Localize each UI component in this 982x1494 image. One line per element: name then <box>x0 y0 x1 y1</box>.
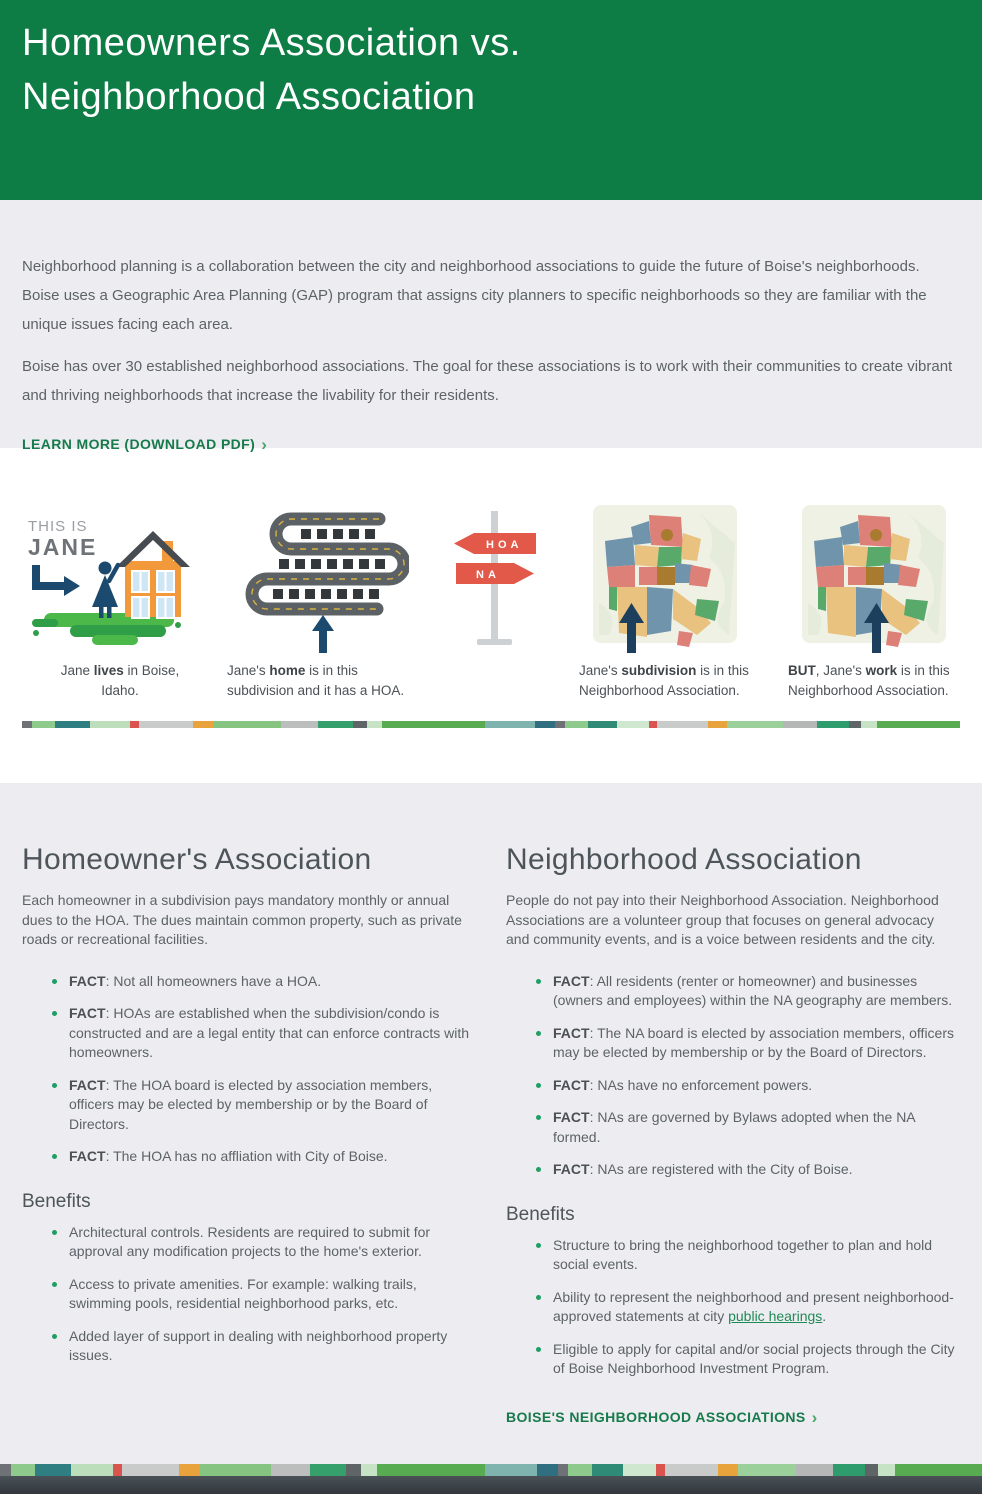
mosaic-segment <box>617 721 648 728</box>
infographic-panels <box>22 503 960 703</box>
mosaic-segment <box>485 1464 538 1476</box>
mosaic-segment <box>718 1464 738 1476</box>
panel-subdivision-caption <box>227 661 409 701</box>
mosaic-segment <box>708 721 727 728</box>
learn-more-link[interactable] <box>22 435 267 455</box>
mosaic-segment <box>271 1464 309 1476</box>
text-part: , Jane's <box>815 663 866 678</box>
bold-text: FACT <box>553 1024 590 1041</box>
mosaic-segment <box>656 1464 665 1476</box>
text-part: : NAs have no enforcement powers. <box>589 1076 813 1093</box>
na-column <box>506 843 958 1428</box>
list-item <box>52 1223 474 1262</box>
list-item <box>536 1024 958 1063</box>
page-title-line1: Homeowners Association vs. <box>22 22 521 64</box>
mosaic-segment <box>122 1464 178 1476</box>
list-item <box>52 1147 474 1167</box>
text-part: is in this subdivision and it has a HOA. <box>227 663 405 698</box>
hoa-column <box>22 843 474 1428</box>
bold-text: FACT <box>553 1109 590 1125</box>
bold-text: FACT <box>69 972 106 989</box>
hoa-benefits-heading: Benefits <box>22 1190 91 1212</box>
text-part: : HOAs are established when the subdivision/condo is constructed and are a legal entity that can enforce contracts with homeowners. <box>69 1005 470 1060</box>
panel-jane-caption <box>22 661 190 701</box>
mosaic-segment <box>11 1464 35 1476</box>
mosaic-segment <box>665 1464 718 1476</box>
mosaic-segment <box>32 721 55 728</box>
intro-paragraph-2: Boise has over 30 established neighborhood associations. The goal for these associations is to work with their communities to create vibrant and thriving neighborhoods that increase the livability for their residents. <box>22 358 953 404</box>
na-facts-list <box>536 972 958 1180</box>
page-title-line2: Neighborhood Association <box>22 76 476 118</box>
comparison-section <box>0 783 982 1464</box>
mosaic-segment <box>200 1464 271 1476</box>
mosaic-segment <box>796 1464 832 1476</box>
text-part: : All residents (renter or homeowner) and businesses (owners and employees) within the NA geography are members. <box>553 972 953 1008</box>
list-item <box>536 1076 958 1096</box>
mosaic-segment <box>588 721 618 728</box>
mosaic-segment <box>353 721 367 728</box>
mosaic-segment <box>377 1464 484 1476</box>
footer-mosaic <box>0 1464 982 1476</box>
mosaic-segment <box>179 1464 201 1476</box>
mosaic-segment <box>213 721 281 728</box>
bold-text: FACT <box>553 1076 590 1093</box>
mosaic-segment <box>90 721 130 728</box>
list-item <box>536 972 958 1011</box>
mosaic-segment <box>592 1464 623 1476</box>
text-part: : The HOA has no affliation with City of Boise. <box>105 1148 388 1164</box>
na-intro: People do not pay into their Neighborhood Association. Neighborhood Associations are a volunteer group that focuses on general advocacy and community events, and is a voice between residents and the city. <box>506 892 939 947</box>
panel-subdivision <box>227 503 409 701</box>
mosaic-segment <box>281 721 318 728</box>
bold-text: work <box>865 663 898 678</box>
mosaic-segment <box>877 721 961 728</box>
mosaic-segment <box>22 721 32 728</box>
mosaic-segment <box>193 721 214 728</box>
list-item <box>52 1327 474 1366</box>
na-map-work-illustration <box>788 503 960 655</box>
hoa-intro: Each homeowner in a subdivision pays mandatory monthly or annual dues to the HOA. The dues maintain common property, such as private roads or recreational facilities. <box>22 892 462 947</box>
bold-text: FACT <box>553 972 590 989</box>
mosaic-segment <box>895 1464 982 1476</box>
text-part: : NAs are registered with the City of Boise. <box>589 1161 853 1177</box>
page-title <box>22 16 960 124</box>
bold-text: FACT <box>69 1005 106 1021</box>
panel-na-map-work-caption <box>788 661 960 701</box>
mosaic-segment <box>35 1464 71 1476</box>
mosaic-segment <box>783 721 818 728</box>
jane-label: JANE <box>28 534 98 560</box>
panel-na-map-caption <box>579 661 751 701</box>
boise-neighborhood-associations-link[interactable] <box>506 1408 818 1428</box>
mosaic-segment <box>535 721 554 728</box>
mosaic-segment <box>0 1464 11 1476</box>
mosaic-segment <box>865 1464 878 1476</box>
panel-signpost <box>446 503 542 655</box>
mosaic-segment <box>555 721 565 728</box>
text-part: Eligible to apply for capital and/or social projects through the City of Boise Neighborhood Investment Program. <box>553 1340 955 1376</box>
na-heading: Neighborhood Association <box>506 843 862 876</box>
list-item <box>536 1288 958 1327</box>
text-part: : The NA board is elected by association members, officers may be elected by membership or by the Board of Directors. <box>553 1024 954 1060</box>
subdivision-road-illustration <box>227 503 409 655</box>
mosaic-segment <box>833 1464 866 1476</box>
panel-na-map-subdivision <box>579 503 751 701</box>
mosaic-segment <box>649 721 658 728</box>
bold-text: BUT <box>788 663 816 678</box>
hoa-facts-list <box>52 972 474 1167</box>
panel-na-map-work <box>788 503 960 701</box>
mosaic-segment <box>113 1464 122 1476</box>
mosaic-segment <box>738 1464 796 1476</box>
chevron-right-icon: › <box>811 1407 818 1427</box>
intro-paragraph-1: Neighborhood planning is a collaboration between the city and neighborhood associations to guide the future of Boise's neighborhoods. Boise uses a Geographic Area Planning (GAP) program that assigns city planners to specific neighborhoods so they are familiar with the unique issues facing each area. <box>22 258 927 333</box>
text-part: Jane's <box>579 663 622 678</box>
text-part: : NAs are governed by Bylaws adopted when the NA formed. <box>553 1109 915 1145</box>
list-item <box>536 1236 958 1275</box>
list-item <box>536 1160 958 1180</box>
panel-jane <box>22 503 190 701</box>
mosaic-segment <box>849 721 861 728</box>
hoa-heading: Homeowner's Association <box>22 843 372 876</box>
text-part: Jane <box>60 663 94 678</box>
list-item <box>52 972 474 992</box>
mosaic-segment <box>565 721 588 728</box>
learn-more-label: LEARN MORE (DOWNLOAD PDF) <box>22 436 256 452</box>
bold-text: home <box>269 663 306 678</box>
mosaic-segment <box>55 721 90 728</box>
mosaic-segment <box>485 721 535 728</box>
text-part: : Not all homeowners have a HOA. <box>105 972 322 989</box>
na-benefits-heading: Benefits <box>506 1203 575 1225</box>
list-item <box>536 1108 958 1147</box>
mosaic-segment <box>310 1464 346 1476</box>
list-item <box>52 1076 474 1135</box>
text-part: is in this Neighborhood Association. <box>579 663 749 698</box>
mosaic-segment <box>346 1464 361 1476</box>
mosaic-divider <box>22 721 960 728</box>
mosaic-segment <box>318 721 353 728</box>
jane-house-illustration <box>22 503 190 655</box>
mosaic-segment <box>568 1464 592 1476</box>
hoa-benefits-list <box>52 1223 474 1366</box>
text-part: is in this Neighborhood Association. <box>788 663 950 698</box>
text-part: : The HOA board is elected by association members, officers may be elected by membership or by the Board of Directors. <box>69 1076 433 1132</box>
list-item <box>52 1004 474 1063</box>
bold-text: FACT <box>553 1161 590 1177</box>
footer-bar <box>0 1476 982 1494</box>
hoa-sign-label: HOA <box>486 539 523 551</box>
public-hearings-link[interactable]: public hearings <box>728 1308 823 1324</box>
text-part: Structure to bring the neighborhood together to plan and hold social events. <box>553 1236 933 1272</box>
na-sign-label: NA <box>476 569 500 581</box>
mosaic-segment <box>71 1464 113 1476</box>
mosaic-segment <box>382 721 485 728</box>
mosaic-segment <box>139 721 193 728</box>
list-item <box>536 1340 958 1379</box>
bold-text: FACT <box>69 1148 106 1164</box>
bold-text: FACT <box>69 1076 106 1093</box>
text-part: Access to private amenities. For example: walking trails, swimming pools, residential neighborhood parks, etc. <box>69 1275 417 1311</box>
bold-text: subdivision <box>621 663 697 678</box>
mosaic-segment <box>878 1464 894 1476</box>
mosaic-segment <box>861 721 877 728</box>
na-benefits-list <box>536 1236 958 1379</box>
infographic-section <box>0 448 982 783</box>
mosaic-segment <box>367 721 383 728</box>
mosaic-segment <box>727 721 783 728</box>
text-part: Added layer of support in dealing with neighborhood property issues. <box>69 1327 448 1363</box>
mosaic-segment <box>657 721 707 728</box>
mosaic-segment <box>558 1464 569 1476</box>
text-part: Jane's <box>227 663 270 678</box>
mosaic-segment <box>361 1464 377 1476</box>
mosaic-segment <box>537 1464 557 1476</box>
mosaic-segment <box>130 721 139 728</box>
page-header <box>0 0 982 200</box>
text-part: Ability to represent the neighborhood and present neighborhood-approved statements at city <box>553 1288 954 1324</box>
mosaic-segment <box>623 1464 656 1476</box>
list-item <box>52 1275 474 1314</box>
na-map-illustration <box>579 503 751 655</box>
signpost-illustration <box>446 503 542 655</box>
bold-text: lives <box>93 663 124 678</box>
text-part: in Boise, Idaho. <box>101 663 180 698</box>
mosaic-segment <box>817 721 848 728</box>
boise-na-link-label: BOISE'S NEIGHBORHOOD ASSOCIATIONS <box>506 1408 806 1425</box>
text-part: . <box>822 1308 827 1324</box>
this-is-label: THIS IS <box>28 518 88 535</box>
text-part: Architectural controls. Residents are required to submit for approval any modification projects to the home's exterior. <box>69 1223 431 1259</box>
intro-section <box>0 200 982 454</box>
chevron-right-icon: › <box>261 435 268 454</box>
